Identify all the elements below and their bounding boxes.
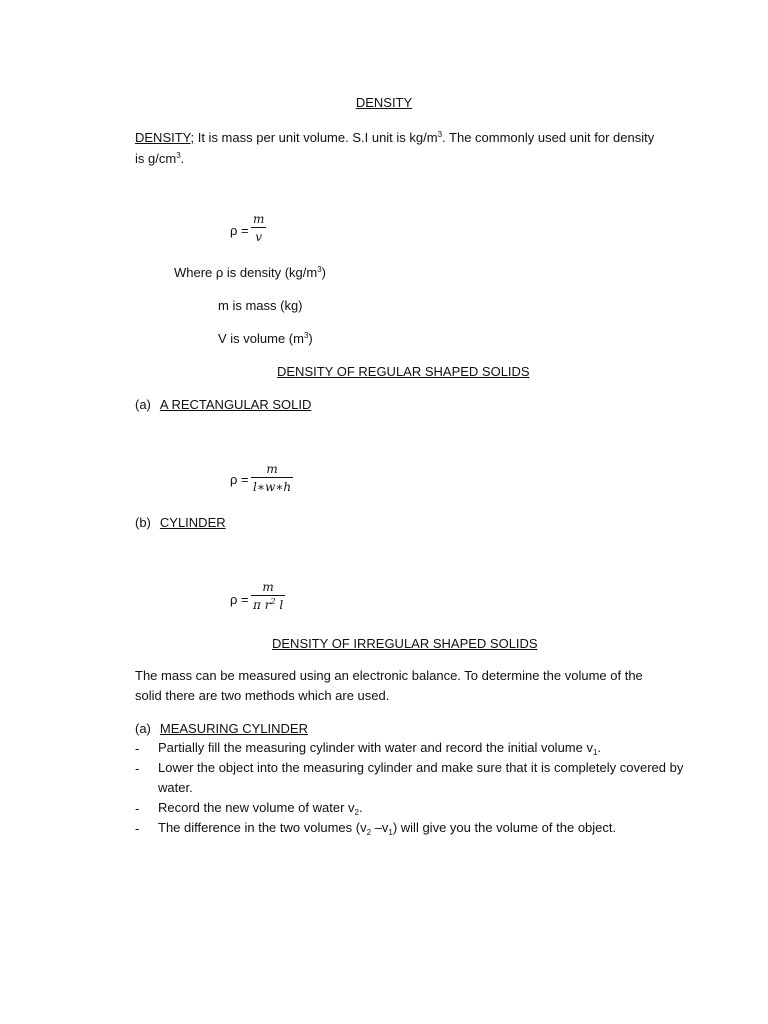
where-line-volume-text: V is volume (m (218, 331, 304, 346)
where-line-density-sup: 3 (317, 265, 322, 274)
bullet-item-2: Lower the object into the measuring cylinder and make sure that it is completely covered by water. (158, 760, 684, 795)
formula-cyl-den-b: l (275, 598, 284, 612)
irregular-solids-heading: DENSITY OF IRREGULAR SHAPED SOLIDS (272, 636, 538, 651)
rectangular-solid-item (135, 397, 311, 412)
where-line-volume (218, 331, 313, 346)
bullet-4-text-a: The difference in the two volumes (v (158, 820, 367, 835)
bullet-4-text-b: –v (371, 820, 389, 835)
formula-cyl-lhs: ρ = (230, 592, 249, 607)
regular-solids-heading: DENSITY OF REGULAR SHAPED SOLIDS (277, 364, 530, 379)
measuring-cylinder-item (135, 721, 308, 736)
bullet-item-4 (158, 818, 688, 838)
bullet-dash: - (135, 801, 140, 816)
rectangular-solid-marker: (a) (135, 397, 151, 412)
definition-sup-a: 3 (437, 130, 443, 139)
formula-cyl-den-sup: 2 (270, 597, 276, 606)
bullet-3-sub: 2 (354, 808, 359, 817)
definition-text-a: It is mass per unit volume. S.I unit is kg/m (194, 130, 438, 145)
definition-label: DENSITY; (135, 130, 195, 145)
where-line-density (174, 265, 326, 280)
where-line-density-text: Where ρ is density (kg/m (174, 265, 318, 280)
where-line-volume-sup: 3 (303, 331, 309, 340)
bullet-4-text-c: ) will give you the volume of the object. (392, 820, 617, 835)
formula-rect-numerator: m (266, 462, 278, 476)
formula-cyl-den-a: π r (253, 598, 271, 612)
bullet-dash: - (135, 761, 140, 776)
bullet-4-sub-b: 1 (388, 828, 393, 837)
page-title: DENSITY (355, 95, 413, 110)
definition-text-c: g/cm (148, 151, 177, 166)
definition-text-b: . The commonly used unit for density is (135, 130, 655, 166)
formula-cyl-denominator (251, 596, 285, 612)
bullet-3-end: . (359, 800, 363, 815)
cylinder-item (135, 515, 226, 530)
bullet-item-1 (158, 738, 688, 758)
formula-main-lhs: ρ = (230, 223, 249, 238)
where-line-volume-end: ) (308, 331, 313, 346)
definition-text-d: . (180, 151, 185, 166)
definition-sup-c: 3 (176, 151, 181, 160)
bullet-dash: - (135, 741, 140, 756)
cylinder-label: CYLINDER (159, 515, 226, 530)
density-definition (135, 127, 665, 169)
cylinder-marker: (b) (135, 515, 151, 530)
formula-rect-fraction (251, 462, 293, 494)
measuring-cylinder-marker: (a) (135, 721, 151, 736)
where-line-mass: m is mass (kg) (218, 298, 303, 313)
bullet-1-text: Partially fill the measuring cylinder with water and record the initial volume v (158, 740, 593, 755)
where-line-density-end: ) (321, 265, 327, 280)
bullet-3-text: Record the new volume of water v (158, 800, 355, 815)
bullet-4-sub-a: 2 (366, 828, 372, 837)
formula-cyl-numerator: m (262, 580, 274, 594)
formula-main-fraction (251, 212, 266, 244)
formula-rect-lhs: ρ = (230, 472, 249, 487)
formula-main-numerator: m (253, 212, 265, 226)
irregular-intro: The mass can be measured using an electronic balance. To determine the volume of the solid there are two methods which are used. (135, 668, 643, 703)
formula-main-denominator: v (255, 230, 263, 244)
formula-rect-denominator: l∗w∗h (253, 480, 292, 494)
rectangular-solid-label: A RECTANGULAR SOLID (159, 397, 312, 412)
bullet-1-end: . (597, 740, 602, 755)
bullet-1-sub: 1 (592, 748, 598, 757)
formula-cyl-fraction (251, 580, 285, 612)
bullet-dash: - (135, 821, 140, 836)
measuring-cylinder-label: MEASURING CYLINDER (159, 721, 308, 736)
bullet-item-3 (158, 798, 688, 818)
